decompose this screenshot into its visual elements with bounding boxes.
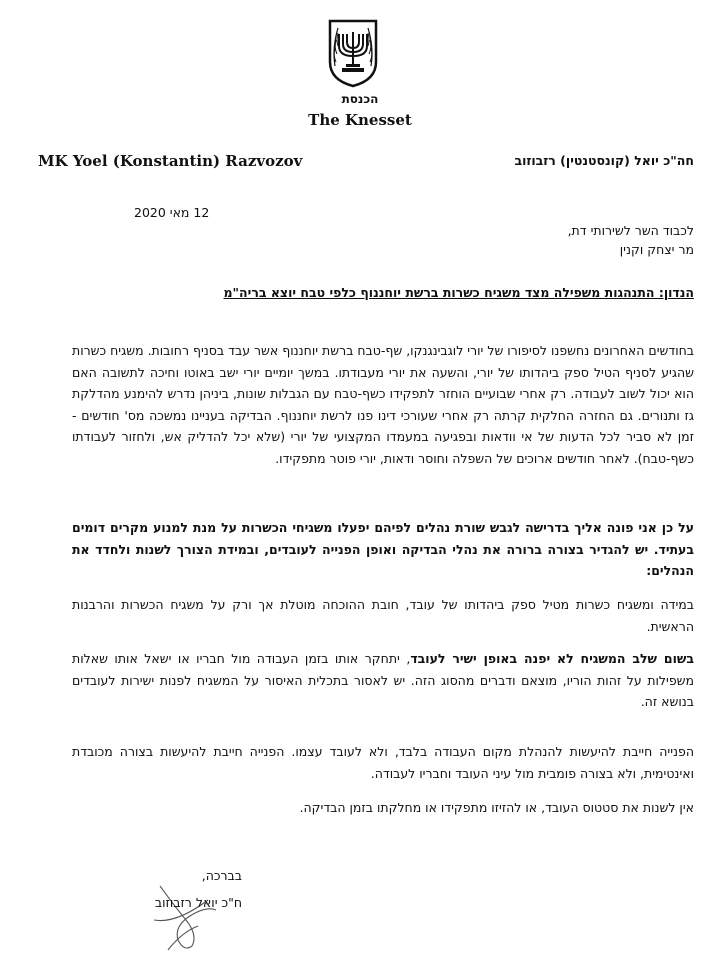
sender-name-hebrew: חה"כ יואל (קונסטנטין) רזבוזוב <box>514 153 694 168</box>
letterhead-name-hebrew: הכנסת <box>341 92 379 106</box>
sender-name-english: MK Yoel (Konstantin) Razvozov <box>38 152 303 170</box>
closing-greeting: בברכה, <box>201 868 242 883</box>
paragraph-4-emphasis: בשום שלב המשגיח לא יפנה באופן ישיר לעובד <box>410 651 695 666</box>
body-paragraph-6: אין לשנות את סטטוס העובד, או להזיזו מתפקידו או מחלקתו בזמן הבדיקה. <box>299 800 694 815</box>
paragraph-4-rest: , יתחקר אותו בזמן העבודה מול חבריו או ישאל אותו שאלות משפילות על זהות הוריו, מוצאם ודברים מהסוג הזה. יש לאסור בתכלית האיסור על המשגיח לפנות ישירות לעובדים בנושא זה. <box>72 651 694 709</box>
body-paragraph-5: הפנייה חייבת להיעשות להנהלת מקום העבודה בלבד, ולא לעובד עצמו. הפנייה חייבת להיעשות בצורה מכובדת ואינטימית, ולא בצורה פומבית מול עיני העובד וחבריו לעבודה. <box>72 744 694 781</box>
body-paragraph-3: במידה ומשגיח כשרות מטיל ספק ביהדותו של עובד, חובת ההוכחה מוטלת אך ורק על משגיח הכשרות והרבנות הראשית. <box>72 597 694 634</box>
recipient-address <box>568 221 694 259</box>
knesset-menorah-emblem-icon <box>326 18 380 88</box>
body-paragraph-2: על כן אני פונה אליך בדרישה לגבש שורת נהלים לפיהם יפעלו משגיחי הכשרות על מנת למנוע מקרים דומים בעתיד. יש להגדיר בצורה ברורה את נהלי הבדיקה ואופן הפנייה לעובדים, ובמידת הצורך לשנות ולחדד את הנהלים: <box>72 520 694 578</box>
letter-date: 12 מאי 2020 <box>134 205 210 220</box>
body-paragraph-1: בחודשים האחרונים נחשפנו לסיפורו של יורי לוגבינגנקו, שף-טבח ברשת יוחננוף אשר עבד בסניף רחובות. משגיח כשרות שהגיע לסניף הטיל ספק ביהדותו של יורי, והשעה את יורי מעבודתו. במשך יומיים יורי ישב באוטו וחיכה לתשובה האם הוא יכול לשוב לעבודה. רק אחרי שבועיים הוחזר לתפקידו כשף-טבח עם הגבלות שונות, ביניהן נדרש להימנע מהדלקת גז ותנורים. גם החזרה החלקית קרתה רק אחרי שעורכי דינו פנו לרשת יוחננוף. הבדיקה בעניינו נמשכה מס' חודשים - זמן לא סביר לכל הדעות של אי וודאות ובפגיעה במעמדו המקצועי של יורי (שלא יכל להדליק אש, ולחזור לעבודתו כשף-טבח). לאחר חודשים ארוכים של השפלה וחוסר ודאות, יורי פוטר מתפקידו. <box>72 343 694 466</box>
letterhead-name-english: The Knesset <box>308 111 412 129</box>
recipient-line-2: מר יצחק וקנין <box>619 242 694 257</box>
body-paragraph-4 <box>72 648 694 713</box>
recipient-line-1: לכבוד השר לשירותי דת, <box>567 223 694 238</box>
signer-name: ח"כ יואל רזבוזוב <box>154 895 242 910</box>
handwritten-signature-icon <box>146 880 236 952</box>
letter-subject: הנדון: התנהגות משפילה מצד משגיח כשרות ברשת יוחננוף כלפי טבח יוצא בריה"מ <box>223 285 694 300</box>
